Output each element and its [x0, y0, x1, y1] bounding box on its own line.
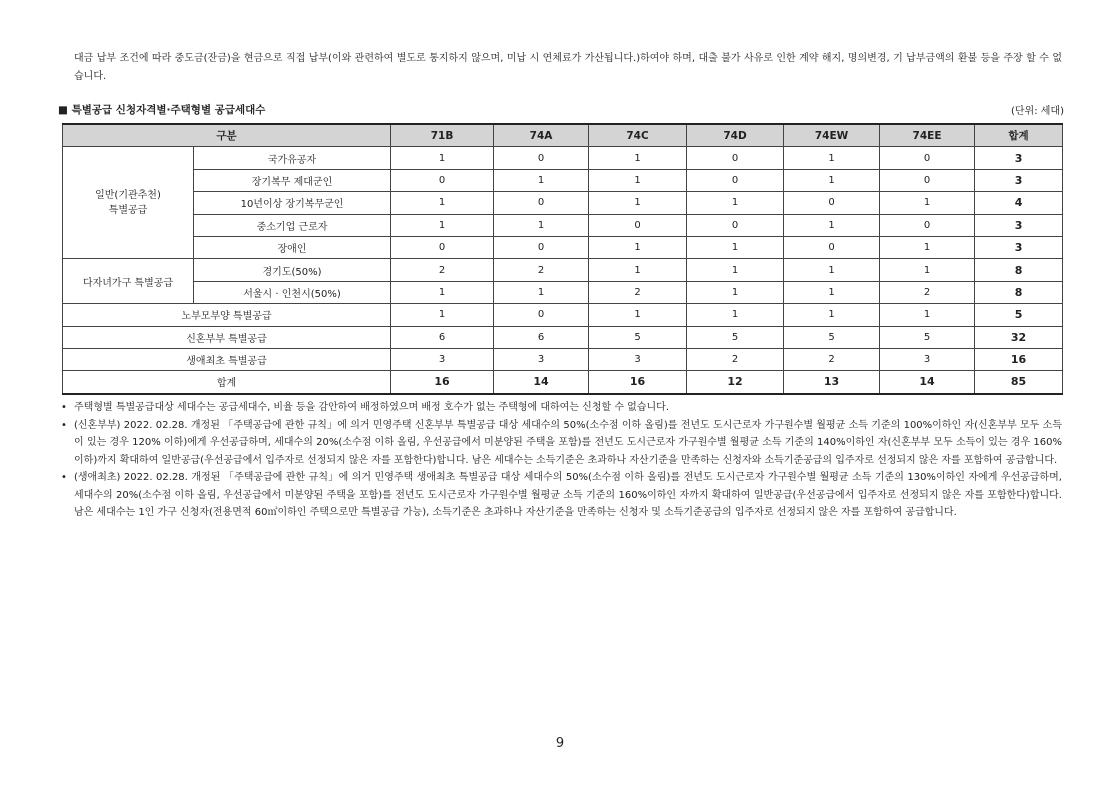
cell-value: 3 [494, 348, 589, 370]
table-row [63, 214, 1063, 236]
cell-value: 3 [880, 348, 975, 370]
cell-value: 1 [494, 169, 589, 191]
cell-total: 8 [975, 281, 1063, 303]
cell-sum: 14 [494, 371, 589, 394]
notes-list [60, 399, 1062, 522]
page-number: 9 [555, 736, 565, 751]
table-row [63, 281, 1063, 303]
cell-value: 6 [391, 326, 494, 348]
table-row [63, 236, 1063, 258]
note-text: 주택형별 특별공급대상 세대수는 공급세대수, 비율 등을 감안하여 배정하였으며 배정 호수가 없는 주택형에 대하여는 신청할 수 없습니다. [74, 402, 669, 413]
cell-total: 4 [975, 192, 1063, 214]
cell-value: 1 [784, 214, 880, 236]
cell-value: 0 [687, 214, 784, 236]
cell-value: 1 [589, 192, 687, 214]
cell-total: 3 [975, 214, 1063, 236]
bullet-icon: • [61, 402, 67, 413]
cell-grand-total: 85 [975, 371, 1063, 394]
table-row [63, 259, 1063, 281]
table-row [63, 169, 1063, 191]
cell-value: 5 [687, 326, 784, 348]
cell-value: 0 [494, 192, 589, 214]
cell-value: 1 [391, 192, 494, 214]
cell-total: 16 [975, 348, 1063, 370]
table-row [63, 192, 1063, 214]
table-row [63, 326, 1063, 348]
bullet-icon: • [61, 472, 67, 483]
cell-value: 1 [589, 236, 687, 258]
header-type: 74C [589, 124, 687, 147]
cell-value: 2 [784, 348, 880, 370]
sum-label: 합계 [63, 371, 391, 394]
cell-value: 2 [494, 259, 589, 281]
cell-value: 1 [784, 281, 880, 303]
section-title [58, 102, 265, 117]
cell-value: 1 [784, 147, 880, 169]
intro-paragraph: 대금 납부 조건에 따라 중도금(잔금)을 현금으로 직접 납부(이와 관련하여 별도로 통지하지 않으며, 미납 시 연체료가 가산됩니다.)하여야 하며, 대출 불가 사유로 인한 계약 해지, 명의변경, 기 납부금액의 환불 등을 주장 할 수 없습니다. [74, 53, 1062, 82]
cell-value: 1 [687, 281, 784, 303]
bullet-icon: • [61, 419, 67, 431]
row-label: 장기복무 제대군인 [194, 169, 391, 191]
cell-value: 1 [391, 281, 494, 303]
row-label: 생애최초 특별공급 [63, 348, 391, 370]
cell-value: 1 [784, 169, 880, 191]
cell-value: 0 [784, 192, 880, 214]
row-label: 노부모부양 특별공급 [63, 304, 391, 326]
cell-value: 0 [391, 236, 494, 258]
cell-value: 0 [880, 147, 975, 169]
cell-value: 0 [391, 169, 494, 191]
cell-total: 8 [975, 259, 1063, 281]
cell-value: 1 [589, 169, 687, 191]
cell-value: 1 [880, 304, 975, 326]
row-label: 국가유공자 [194, 147, 391, 169]
note-item [60, 417, 1062, 470]
cell-value: 0 [494, 236, 589, 258]
note-item [60, 399, 1062, 417]
cell-total: 3 [975, 147, 1063, 169]
cell-sum: 16 [589, 371, 687, 394]
cell-value: 5 [784, 326, 880, 348]
note-text: (신혼부부) 2022. 02.28. 개정된 「주택공급에 관한 규칙」에 의거 민영주택 신혼부부 특별공급 대상 세대수의 50%(소수점 이하 올림)를 전년도 도시근로자 가구원수별 월평균 소득 기준의 100%이하인 자(신혼부부 모두 소득이 있는 경우 120% 이하)에게 우선공급하며, 세대수의 20%(소수점 이하 올림, 우선공급에서 미분양된 주택을 포함)를 전년도 도시근로자 가구원수별 월평균 소득 기준의 140%이하인 자(신혼부부 모두 소득이 있는 경우 160% 이하)까지 확대하여 일반공급(우선공급에서 입주자로 선정되지 않은 자를 포함한다)합니다. 남은 세대수는 소득기준은 초과하나 자산기준을 만족하는 신청자와 소득기준공급의 입주자로 선정되지 않은 자를 포함하여 공급합니다. [74, 419, 1062, 466]
note-text: (생애최초) 2022. 02.28. 개정된 「주택공급에 관한 규칙」에 의거 민영주택 생애최초 특별공급 대상 세대수의 50%(소수점 이하 올림)를 전년도 도시근로자 가구원수별 월평균 소득 기준의 130%이하인 자에게 우선공급하며, 세대수의 20%(소수점 이하 올림, 우선공급에서 미분양된 주택을 포함)를 전년도 도시근로자 가구원수별 월평균 소득 기준의 160%이하인 자까지 확대하여 일반공급(우선공급에서 입주자로 선정되지 않은 자를 포함한다)합니다. 남은 세대수는 1인 가구 신청자(전용면적 60㎡이하인 주택으로만 특별공급 가능), 소득기준은 초과하나 자산기준을 만족하는 신청자 및 소득기준공급의 입주자로 선정되지 않은 자를 포함하여 공급합니다. [74, 472, 1062, 518]
row-label: 장애인 [194, 236, 391, 258]
cell-value: 1 [494, 281, 589, 303]
cell-total: 3 [975, 236, 1063, 258]
header-total: 합계 [975, 124, 1063, 147]
header-type: 74EE [880, 124, 975, 147]
row-label: 중소기업 근로자 [194, 214, 391, 236]
row-label: 신혼부부 특별공급 [63, 326, 391, 348]
cell-value: 1 [391, 147, 494, 169]
note-item [60, 469, 1062, 522]
cell-value: 1 [687, 192, 784, 214]
cell-total: 5 [975, 304, 1063, 326]
row-label: 경기도(50%) [194, 259, 391, 281]
group-general: 일반(기관추천) 특별공급 [63, 147, 194, 259]
table-sum-row [63, 371, 1063, 394]
cell-value: 3 [589, 348, 687, 370]
table-row [63, 147, 1063, 169]
cell-value: 1 [589, 147, 687, 169]
cell-value: 0 [687, 169, 784, 191]
header-type: 71B [391, 124, 494, 147]
cell-value: 0 [494, 147, 589, 169]
cell-value: 1 [687, 304, 784, 326]
cell-value: 0 [687, 147, 784, 169]
cell-value: 1 [391, 214, 494, 236]
group-multi-child: 다자녀가구 특별공급 [63, 259, 194, 304]
cell-value: 1 [589, 304, 687, 326]
cell-sum: 16 [391, 371, 494, 394]
cell-value: 2 [391, 259, 494, 281]
cell-value: 1 [784, 304, 880, 326]
section-title-text: 특별공급 신청자격별·주택형별 공급세대수 [71, 104, 266, 116]
table-header-row [63, 124, 1063, 147]
row-label: 서울시 · 인천시(50%) [194, 281, 391, 303]
cell-value: 0 [880, 169, 975, 191]
cell-value: 0 [494, 304, 589, 326]
cell-value: 1 [880, 259, 975, 281]
header-type: 74EW [784, 124, 880, 147]
unit-label: (단위: 세대) [1011, 106, 1064, 117]
cell-sum: 12 [687, 371, 784, 394]
table-row [63, 348, 1063, 370]
cell-value: 5 [880, 326, 975, 348]
cell-value: 2 [687, 348, 784, 370]
cell-value: 1 [880, 192, 975, 214]
cell-value: 2 [880, 281, 975, 303]
header-type: 74A [494, 124, 589, 147]
cell-value: 1 [784, 259, 880, 281]
cell-value: 0 [784, 236, 880, 258]
cell-value: 0 [880, 214, 975, 236]
header-category: 구분 [63, 124, 391, 147]
cell-value: 2 [589, 281, 687, 303]
cell-value: 1 [880, 236, 975, 258]
cell-value: 6 [494, 326, 589, 348]
cell-value: 1 [391, 304, 494, 326]
cell-sum: 13 [784, 371, 880, 394]
cell-value: 3 [391, 348, 494, 370]
square-bullet-icon: ■ [58, 104, 68, 116]
cell-value: 5 [589, 326, 687, 348]
table-row [63, 304, 1063, 326]
cell-value: 1 [589, 259, 687, 281]
cell-value: 1 [687, 259, 784, 281]
cell-total: 3 [975, 169, 1063, 191]
cell-value: 1 [687, 236, 784, 258]
allocation-table [62, 123, 1063, 395]
cell-total: 32 [975, 326, 1063, 348]
cell-value: 1 [494, 214, 589, 236]
header-type: 74D [687, 124, 784, 147]
row-label: 10년이상 장기복무군인 [194, 192, 391, 214]
cell-sum: 14 [880, 371, 975, 394]
cell-value: 0 [589, 214, 687, 236]
